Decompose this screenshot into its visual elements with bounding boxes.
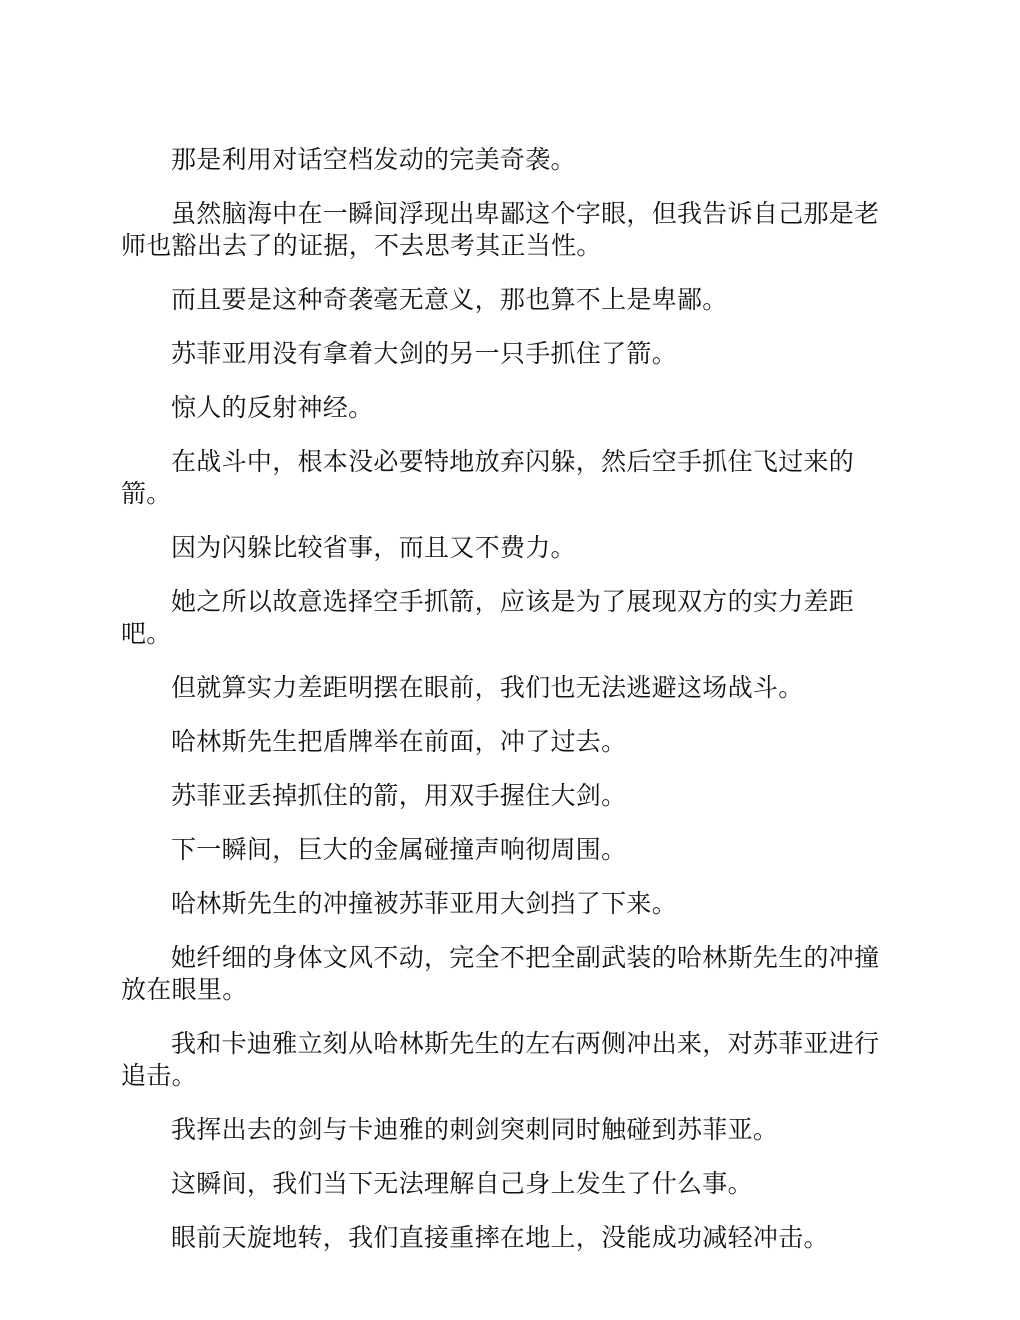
paragraph: 我和卡迪雅立刻从哈林斯先生的左右两侧冲出来，对苏菲亚进行追击。 — [121, 1029, 880, 1090]
paragraph: 但就算实力差距明摆在眼前，我们也无法逃避这场战斗。 — [171, 673, 804, 702]
paragraph: 苏菲亚用没有拿着大剑的另一只手抓住了箭。 — [171, 339, 678, 368]
paragraph: 这瞬间，我们当下无法理解自己身上发生了什么事。 — [171, 1169, 753, 1198]
paragraph: 那是利用对话空档发动的完美奇袭。 — [171, 145, 576, 174]
paragraph: 我挥出去的剑与卡迪雅的刺剑突刺同时触碰到苏菲亚。 — [171, 1115, 779, 1144]
paragraph: 眼前天旋地转，我们直接重摔在地上，没能成功减轻冲击。 — [171, 1223, 829, 1252]
paragraph: 哈林斯先生的冲撞被苏菲亚用大剑挡了下来。 — [171, 889, 678, 918]
paragraph: 哈林斯先生把盾牌举在前面，冲了过去。 — [171, 727, 627, 756]
body-text — [121, 144, 901, 1276]
paragraph: 苏菲亚丢掉抓住的箭，用双手握住大剑。 — [171, 781, 627, 810]
paragraph: 她之所以故意选择空手抓箭，应该是为了展现双方的实力差距吧。 — [121, 587, 855, 648]
paragraph: 在战斗中，根本没必要特地放弃闪躲，然后空手抓住飞过来的箭。 — [121, 447, 855, 508]
paragraph: 惊人的反射神经。 — [171, 393, 374, 422]
paragraph: 下一瞬间，巨大的金属碰撞声响彻周围。 — [171, 835, 627, 864]
paragraph: 虽然脑海中在一瞬间浮现出卑鄙这个字眼，但我告诉自己那是老师也豁出去了的证据，不去思考其正当性。 — [121, 199, 880, 260]
paragraph: 而且要是这种奇袭毫无意义，那也算不上是卑鄙。 — [171, 285, 728, 314]
paragraph: 她纤细的身体文风不动，完全不把全副武装的哈林斯先生的冲撞放在眼里。 — [121, 943, 880, 1004]
paragraph: 因为闪躲比较省事，而且又不费力。 — [171, 533, 576, 562]
